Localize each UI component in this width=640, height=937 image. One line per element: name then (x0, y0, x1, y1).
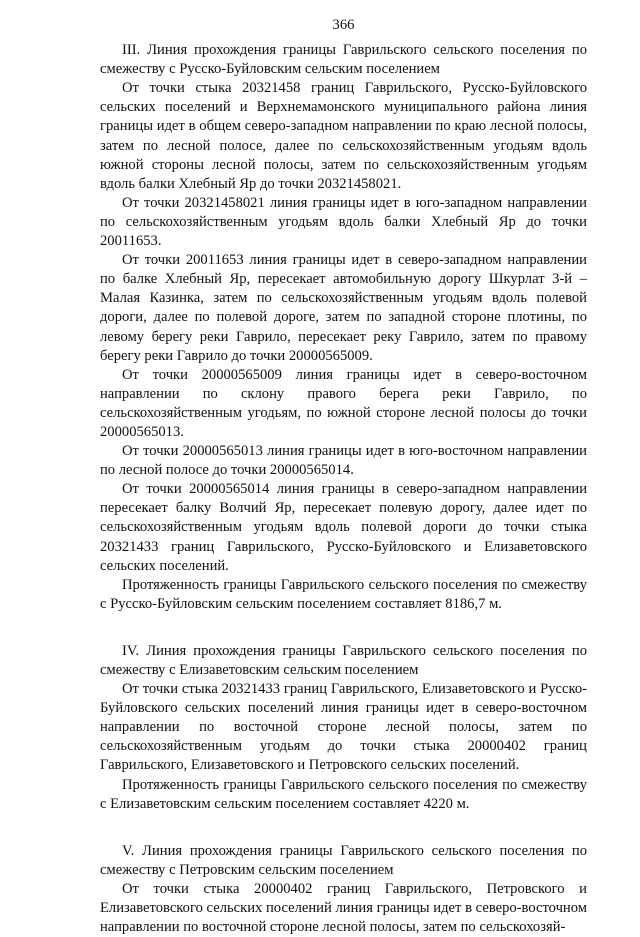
section-heading: III. Линия прохождения границы Гаврильского сельского поселения по смежеству с Русско-Буйловским сельским поселением (100, 42, 587, 78)
section-heading: IV. Линия прохождения границы Гаврильского сельского поселения по смежеству с Елизаветовским сельским поселением (100, 642, 587, 678)
section-spacer (100, 814, 587, 842)
paragraph: От точки стыка 20321433 границ Гаврильского, Елизаветовского и Русско-Буйловского сельских поселений линия границы идет в северо-восточном направлении по восточной стороне лесной полосы, затем по сельскохозяйственным угодьям до точки стыка 20000402 границ Гаврильского, Елизаветовского и Петровского сельских поселений. (100, 681, 587, 774)
paragraph: От точки 20011653 линия границы идет в северо-западном направлении по балке Хлебный Яр, пересекает автомобильную дорогу Шкурлат 3-й – Малая Казинка, затем по сельскохозяйственным угодьям вдоль полевой дороги, далее по полевой дороге, затем по западной стороне плотины, по левому берегу реки Гаврило, пересекает реку Гаврило, затем по правому берегу реки Гаврило до точки 20000565009. (100, 252, 587, 364)
paragraph: Протяженность границы Гаврильского сельского поселения по смежеству с Русско-Буйловским сельским поселением составляет 8186,7 м. (100, 576, 587, 612)
section-iv (100, 642, 587, 814)
section-iii (100, 41, 587, 614)
paragraph: От точки стыка 20321458 границ Гаврильского, Русско-Буйловского сельских поселений и Верхнемамонского муниципального района линия границы идет в общем северо-западном направлении по краю лесной полосы, затем по лесной полосе, далее по сельскохозяйственным угодьям вдоль южной стороны лесной полосы, затем по сельскохозяйственным угодьям вдоль балки Хлебный Яр до точки 20321458021. (100, 80, 587, 192)
section-heading: V. Линия прохождения границы Гаврильского сельского поселения по смежеству с Петровским сельским поселением (100, 842, 587, 878)
section-spacer (100, 614, 587, 642)
paragraph: Протяженность границы Гаврильского сельского поселения по смежеству с Елизаветовским сельским поселением составляет 4220 м. (100, 776, 587, 812)
paragraph: От точки 20000565014 линия границы в северо-западном направлении пересекает балку Волчий Яр, пересекает полевую дорогу, далее идет по сельскохозяйственным угодьям вдоль полевой дороги до точки стыка 20321433 границ Гаврильского, Русско-Буйловского и Елизаветовского сельских поселений. (100, 481, 587, 574)
paragraph: От точки стыка 20000402 границ Гаврильского, Петровского и Елизаветовского сельских поселений линия границы идет в северо-восточном направлении по восточной стороне лесной полосы, затем по сельскохозяй- (100, 880, 587, 936)
paragraph: От точки 20321458021 линия границы идет в юго-западном направлении по сельскохозяйственным угодьям вдоль балки Хлебный Яр до точки 20011653. (100, 194, 587, 250)
paragraph: От точки 20000565013 линия границы идет в юго-восточном направлении по лесной полосе до точки 20000565014. (100, 443, 587, 479)
section-v (100, 842, 587, 937)
page-number: 366 (332, 17, 355, 33)
paragraph: От точки 20000565009 линия границы идет в северо-восточном направлении по склону правого берега реки Гаврило, по сельскохозяйственным угодьям, по южной стороне лесной полосы до точки 20000565013. (100, 366, 587, 440)
document-page (100, 16, 587, 937)
